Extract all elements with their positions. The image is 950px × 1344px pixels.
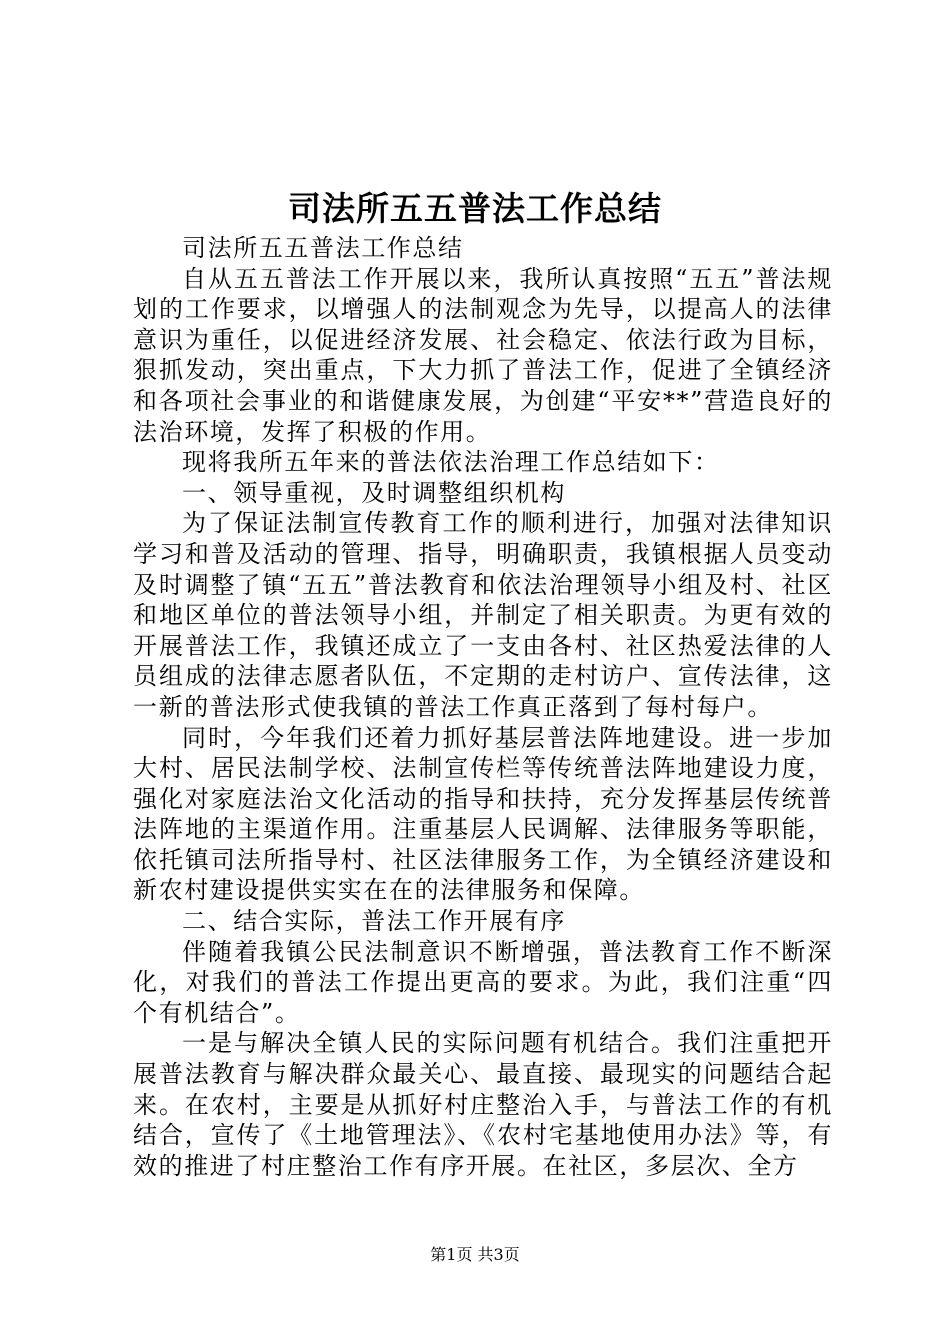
document-title: 司法所五五普法工作总结 <box>288 189 662 228</box>
paragraph: 一是与解决全镇人民的实际问题有机结合。我们注重把开展普法教育与解决群众最关心、最直接、最现实的问题结合起来。在农村，主要是从抓好村庄整治入手，与普法工作的有机结合，宣传了《土地管理法》、《农村宅基地使用办法》等，有效的推进了村庄整治工作有序开展。在社区，多层次、全方 <box>133 1029 833 1180</box>
paragraph: 伴随着我镇公民法制意识不断增强，普法教育工作不断深化，对我们的普法工作提出更高的要求。为此，我们注重“四个有机结合”。 <box>133 937 833 1027</box>
paragraph: 司法所五五普法工作总结 <box>182 234 464 262</box>
section-heading: 一、领导重视，及时调整组织机构 <box>182 478 566 507</box>
page-number: 第1页 共3页 <box>430 1245 520 1264</box>
paragraph: 现将我所五年来的普法依法治理工作总结如下： <box>182 448 720 477</box>
section-heading: 二、结合实际，普法工作开展有序 <box>182 907 566 936</box>
paragraph: 自从五五普法工作开展以来，我所认真按照“五五”普法规划的工作要求，以增强人的法制观念为先导，以提高人的法律意识为重任，以促进经济发展、社会稳定、依法行政为目标，狠抓发动，突出重点，下大力抓了普法工作，促进了全镇经济和各项社会事业的和谐健康发展，为创建“平安**”营造良好的法治环境，发挥了积极的作用。 <box>133 264 833 446</box>
paragraph: 同时，今年我们还着力抓好基层普法阵地建设。进一步加大村、居民法制学校、法制宣传栏等传统普法阵地建设力度，强化对家庭法治文化活动的指导和扶持，充分发挥基层传统普法阵地的主渠道作用。注重基层人民调解、法律服务等职能，依托镇司法所指导村、社区法律服务工作，为全镇经济建设和新农村建设提供实实在在的法律服务和保障。 <box>133 723 833 905</box>
document-body <box>133 233 833 1181</box>
paragraph: 为了保证法制宣传教育工作的顺利进行，加强对法律知识学习和普及活动的管理、指导，明确职责，我镇根据人员变动及时调整了镇“五五”普法教育和依法治理领导小组及村、社区和地区单位的普法领导小组，并制定了相关职责。为更有效的开展普法工作，我镇还成立了一支由各村、社区热爱法律的人员组成的法律志愿者队伍，不定期的走村访户、宣传法律，这一新的普法形式使我镇的普法工作真正落到了每村每户。 <box>133 509 833 721</box>
